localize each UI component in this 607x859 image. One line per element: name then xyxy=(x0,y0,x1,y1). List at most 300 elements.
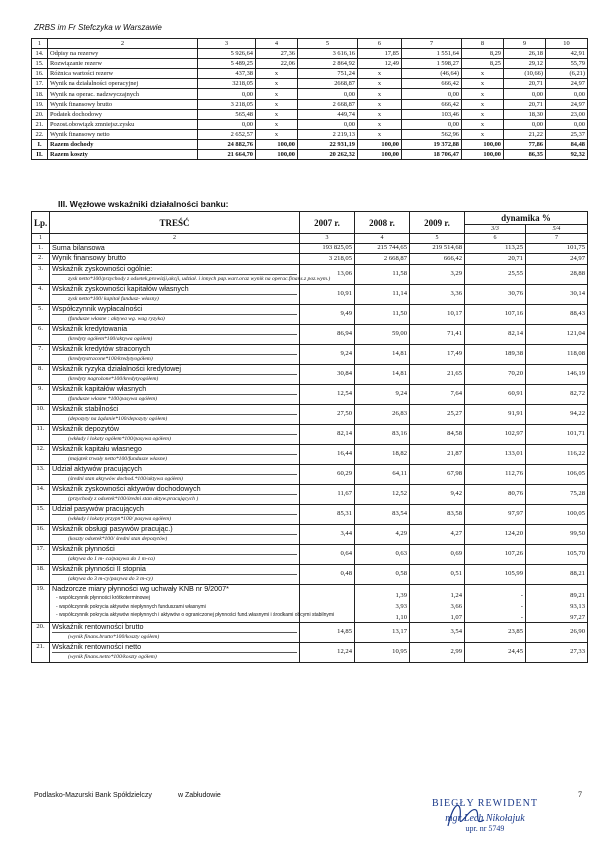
indicator-name: Wskaźnik zyskowności aktywów dochodowych xyxy=(52,483,201,493)
value-cell: 3,36 xyxy=(410,284,465,304)
indicator-name: Wskaźnik kredytowania xyxy=(52,323,128,333)
row-number: 5. xyxy=(32,304,50,324)
table-cell: 21. xyxy=(32,119,48,129)
value-cell: 27,33 xyxy=(526,642,588,662)
table-row xyxy=(32,39,588,49)
value-cell: 88,21 xyxy=(526,564,588,584)
table-cell: Wynik na operac. nadzwyczajnych xyxy=(48,89,198,99)
table-cell: 20. xyxy=(32,109,48,119)
row-number: 2. xyxy=(32,254,50,265)
table-cell: 20 262,32 xyxy=(298,150,358,160)
stamp-license: upr. nr 5749 xyxy=(465,824,505,833)
table-cell: 8,25 xyxy=(462,59,504,69)
table-cell: 27,36 xyxy=(256,49,298,59)
value-cell: 0,69 xyxy=(410,544,465,564)
value-cell: 9,24 xyxy=(300,344,355,364)
table-cell: II. xyxy=(32,150,48,160)
value-cell: 80,76 xyxy=(465,484,526,504)
value-cell: 18,82 xyxy=(355,444,410,464)
table-row xyxy=(32,344,588,364)
table-cell: 17. xyxy=(32,79,48,89)
value-cell: 83,58 xyxy=(410,504,465,524)
results-table xyxy=(31,38,588,160)
sub-value: 3,66 xyxy=(450,602,462,610)
indicators-table xyxy=(31,211,588,663)
table-cell: 1 551,64 xyxy=(402,49,462,59)
table-cell: Rozwiązanie rezerw xyxy=(48,59,198,69)
table-cell: 100,00 xyxy=(358,150,402,160)
value-cell: 82,14 xyxy=(300,424,355,444)
table-cell: 0,00 xyxy=(298,119,358,129)
row-number: 10. xyxy=(32,404,50,424)
table-cell: 22 931,19 xyxy=(298,139,358,149)
table-row xyxy=(32,264,588,284)
value-cell: 60,29 xyxy=(300,464,355,484)
value-cell xyxy=(410,584,465,622)
value-cell: 107,26 xyxy=(465,544,526,564)
sub-value: 1,39 xyxy=(395,591,407,599)
value-cell: 112,76 xyxy=(465,464,526,484)
value-cell xyxy=(465,584,526,622)
table-cell: x xyxy=(358,69,402,79)
value-cell: 102,97 xyxy=(465,424,526,444)
indicator-name: Wskaźnik zyskowności kapitałów własnych xyxy=(52,283,189,293)
section-title: III. Węzłowe wskaźniki działalności banku: xyxy=(58,199,229,209)
table-cell: 3218,05 xyxy=(198,79,256,89)
indicator-cell xyxy=(50,464,300,484)
value-cell: 64,11 xyxy=(355,464,410,484)
table-cell: 22. xyxy=(32,129,48,139)
table-cell: Wynik finansowy netto xyxy=(48,129,198,139)
value-cell: 9,42 xyxy=(410,484,465,504)
table-cell: 24 882,76 xyxy=(198,139,256,149)
value-cell: 146,19 xyxy=(526,364,588,384)
row-number: 15. xyxy=(32,504,50,524)
value-cell: 88,43 xyxy=(526,304,588,324)
value-cell: 70,20 xyxy=(465,364,526,384)
indicator-formula: (kredyty ogółem*100/aktywa ogółem) xyxy=(52,334,297,344)
value-cell: 666,42 xyxy=(410,254,465,265)
indicator-name: Wskaźnik depozytów xyxy=(52,423,120,433)
sub-value: - xyxy=(520,591,523,599)
table-cell: 666,42 xyxy=(402,79,462,89)
col-lp: Lp. xyxy=(32,212,50,234)
value-cell: 106,05 xyxy=(526,464,588,484)
table-cell: 2668,87 xyxy=(298,79,358,89)
value-cell: 82,14 xyxy=(465,324,526,344)
table-cell: 18. xyxy=(32,89,48,99)
table-row xyxy=(32,284,588,304)
table-cell: Różnica wartości rezerw xyxy=(48,69,198,79)
value-cell: 0,64 xyxy=(300,544,355,564)
table-cell: 751,24 xyxy=(298,69,358,79)
value-cell: 14,81 xyxy=(355,364,410,384)
col-dynamika: dynamika % xyxy=(465,212,588,225)
indicator-cell xyxy=(50,254,300,265)
column-number: 2 xyxy=(50,234,300,244)
sub-value: 97,27 xyxy=(570,613,586,621)
sub-value: - xyxy=(520,602,523,610)
table-row xyxy=(32,642,588,662)
value-cell: 12,52 xyxy=(355,484,410,504)
column-number: 7 xyxy=(402,39,462,49)
value-cell: 11,58 xyxy=(355,264,410,284)
table-row xyxy=(32,584,588,622)
value-cell: 25,27 xyxy=(410,404,465,424)
table-cell: I. xyxy=(32,139,48,149)
table-cell: 19 372,88 xyxy=(402,139,462,149)
table-cell: x xyxy=(256,89,298,99)
indicator-cell xyxy=(50,263,331,284)
total-row xyxy=(32,150,588,160)
value-cell: 107,16 xyxy=(465,304,526,324)
table-row xyxy=(32,243,588,254)
table-cell: 2 668,87 xyxy=(298,99,358,109)
table-cell: Odpisy na rezerwy xyxy=(48,49,198,59)
table-cell: Razem koszty xyxy=(48,150,198,160)
value-cell: 20,71 xyxy=(465,254,526,265)
indicator-name: Wskaźnik stabilności xyxy=(52,403,119,413)
table-cell: x xyxy=(256,109,298,119)
table-cell: x xyxy=(462,79,504,89)
indicator-formula: (średni stan aktywów dochod.*100/aktywa ogółem) xyxy=(52,474,297,484)
column-number: 5 xyxy=(410,234,465,244)
value-cell: 118,08 xyxy=(526,344,588,364)
table-cell: Pozost.obowiązk zmniejsz.zysku xyxy=(48,119,198,129)
table-cell: x xyxy=(256,119,298,129)
column-number: 10 xyxy=(546,39,588,49)
table-cell: 15. xyxy=(32,59,48,69)
table-cell: 0,00 xyxy=(402,119,462,129)
value-cell: 0,51 xyxy=(410,564,465,584)
value-cell: 0,63 xyxy=(355,544,410,564)
value-cell: 21,87 xyxy=(410,444,465,464)
table-row xyxy=(32,234,588,244)
table-cell: x xyxy=(358,119,402,129)
value-cell: 10,17 xyxy=(410,304,465,324)
value-cell: 13,17 xyxy=(355,622,410,642)
value-cell: 105,99 xyxy=(465,564,526,584)
table-row xyxy=(32,109,588,119)
indicator-name: Wynik finansowy brutto xyxy=(52,253,126,262)
table-row xyxy=(32,544,588,564)
indicator-cell xyxy=(50,524,300,544)
column-number: 8 xyxy=(462,39,504,49)
table-cell: 100,00 xyxy=(462,139,504,149)
table-cell: 100,00 xyxy=(256,139,298,149)
table-row xyxy=(32,464,588,484)
indicator-name: Udział aktywów pracujących xyxy=(52,463,142,473)
sub-indicator: - współczynnik płynności krótkoterminowej xyxy=(56,595,150,601)
table-cell: 12,49 xyxy=(358,59,402,69)
row-number: 13. xyxy=(32,464,50,484)
table-cell: 20,71 xyxy=(504,99,546,109)
row-number: 1. xyxy=(32,243,50,254)
page-header: ZRBS im Fr Stefczyka w Warszawie xyxy=(34,23,162,32)
table-cell: 0,00 xyxy=(504,89,546,99)
value-cell: 12,24 xyxy=(300,642,355,662)
table-cell: x xyxy=(256,129,298,139)
indicator-cell xyxy=(50,364,300,384)
table-row xyxy=(32,364,588,384)
table-row xyxy=(32,49,588,59)
column-number: 9 xyxy=(504,39,546,49)
indicator-cell xyxy=(50,583,335,622)
value-cell: 189,38 xyxy=(465,344,526,364)
value-cell: 3,44 xyxy=(300,524,355,544)
value-cell: 99,50 xyxy=(526,524,588,544)
indicator-cell xyxy=(50,304,300,324)
stamp-name: mgr Lech Nikołajuk xyxy=(445,813,525,824)
value-cell: 101,71 xyxy=(526,424,588,444)
indicator-name: Udział pasywów pracujących xyxy=(52,503,144,513)
table-cell: 20,71 xyxy=(504,79,546,89)
value-cell: 3,54 xyxy=(410,622,465,642)
table-cell: 18,30 xyxy=(504,109,546,119)
indicator-cell xyxy=(50,424,300,444)
table-cell: 5 926,64 xyxy=(198,49,256,59)
row-number: 12. xyxy=(32,444,50,464)
page-number: 7 xyxy=(578,790,582,799)
value-cell xyxy=(526,584,588,622)
value-cell: 82,72 xyxy=(526,384,588,404)
row-number: 18. xyxy=(32,564,50,584)
table-cell: 103,46 xyxy=(402,109,462,119)
table-cell: x xyxy=(462,119,504,129)
value-cell: 3 218,05 xyxy=(300,254,355,265)
indicator-formula: (fundusze własne : aktywa wg. wag ryzyka) xyxy=(52,314,297,324)
col-2009: 2009 r. xyxy=(410,212,465,234)
indicator-formula: (wynik finans.brutto*100/koszty ogółem) xyxy=(52,632,297,642)
column-number: 5 xyxy=(298,39,358,49)
indicator-formula: (kredytystracone*100/kredytyogółem) xyxy=(52,354,297,364)
column-number: 3 xyxy=(300,234,355,244)
column-number: 3 xyxy=(198,39,256,49)
stamp-title: BIEGŁY REWIDENT xyxy=(432,798,538,809)
sub-indicator: - współczynnik pokrycia aktywów niepłynnych funduszami własnymi xyxy=(56,603,206,610)
indicator-cell xyxy=(50,444,300,464)
value-cell: 7,64 xyxy=(410,384,465,404)
value-cell: 0,48 xyxy=(300,564,355,584)
row-number: 6. xyxy=(32,324,50,344)
indicator-name: Wskaźnik kapitału własnego xyxy=(52,443,142,453)
value-cell: 11,14 xyxy=(355,284,410,304)
table-row xyxy=(32,89,588,99)
value-cell: 3,29 xyxy=(410,264,465,284)
value-cell: 94,22 xyxy=(526,404,588,424)
indicator-formula: (wkłady i lokaty przypn*100/ pasywa ogółem) xyxy=(52,514,297,524)
sub-indicator: - współczynnik pokrycia aktywów niepłynnych i aktywów o ograniczonej płynności fund.własnymi i środkami obcymi stabilnymi xyxy=(56,612,335,618)
table-cell: x xyxy=(462,69,504,79)
table-cell: 0,00 xyxy=(198,119,256,129)
value-cell: 83,16 xyxy=(355,424,410,444)
col-dyn-54: 5/4 xyxy=(526,225,588,234)
value-cell: 27,50 xyxy=(300,404,355,424)
table-cell: 22,06 xyxy=(256,59,298,69)
indicator-formula: (depozyty na żądanie*100/depozyty ogółem) xyxy=(52,414,297,424)
table-cell: 0,00 xyxy=(402,89,462,99)
indicator-cell xyxy=(50,324,300,344)
value-cell: 10,95 xyxy=(355,642,410,662)
table-cell: 55,79 xyxy=(546,59,588,69)
value-cell: 91,91 xyxy=(465,404,526,424)
column-number: 4 xyxy=(355,234,410,244)
indicator-formula: zysk netto*100/ kapitał fundusz- własny) xyxy=(52,294,297,304)
table-cell: 24,97 xyxy=(546,79,588,89)
indicator-formula: (majątek trwały netto*100/fundusze własne) xyxy=(52,454,297,464)
column-number: 7 xyxy=(526,234,588,244)
value-cell: 97,97 xyxy=(465,504,526,524)
table-row xyxy=(32,119,588,129)
value-cell: 10,91 xyxy=(300,284,355,304)
table-cell: 17,85 xyxy=(358,49,402,59)
value-cell: 116,22 xyxy=(526,444,588,464)
value-cell: 30,76 xyxy=(465,284,526,304)
table-cell: 0,00 xyxy=(504,119,546,129)
sub-value: - xyxy=(520,613,523,621)
value-cell: 60,91 xyxy=(465,384,526,404)
value-cell: 133,01 xyxy=(465,444,526,464)
sub-value: 1,10 xyxy=(395,613,407,621)
row-number: 19. xyxy=(32,584,50,622)
value-cell: 215 744,65 xyxy=(355,243,410,254)
indicator-name: Wskaźnik rentowności brutto xyxy=(52,621,144,631)
table-cell: 0,00 xyxy=(546,89,588,99)
value-cell: 101,75 xyxy=(526,243,588,254)
row-number: 17. xyxy=(32,544,50,564)
value-cell: 4,29 xyxy=(355,524,410,544)
table-row xyxy=(32,484,588,504)
row-number: 16. xyxy=(32,524,50,544)
indicator-name: Wskaźnik kapitałów własnych xyxy=(52,383,147,393)
table-cell: x xyxy=(256,99,298,109)
value-cell: 13,06 xyxy=(300,264,355,284)
table-cell: 92,32 xyxy=(546,150,588,160)
total-row xyxy=(32,139,588,149)
indicator-cell xyxy=(50,622,300,642)
row-number: 14. xyxy=(32,484,50,504)
table-cell: Podatek dochodowy xyxy=(48,109,198,119)
table-cell: 100,00 xyxy=(358,139,402,149)
value-cell: 83,54 xyxy=(355,504,410,524)
table-row xyxy=(32,69,588,79)
indicator-formula: (koszty odsetek*100/ średni stan depozytów) xyxy=(52,534,297,544)
table-cell: 26,18 xyxy=(504,49,546,59)
table-cell: 24,97 xyxy=(546,99,588,109)
table-cell: 562,96 xyxy=(402,129,462,139)
col-tresc: TREŚĆ xyxy=(50,212,300,234)
table-cell: Wynik finansowy brutto xyxy=(48,99,198,109)
indicator-cell xyxy=(50,564,300,584)
value-cell: 26,83 xyxy=(355,404,410,424)
row-number: 11. xyxy=(32,424,50,444)
table-row xyxy=(32,524,588,544)
row-number: 4. xyxy=(32,284,50,304)
column-number: 1 xyxy=(32,234,50,244)
table-cell: 3 218,05 xyxy=(198,99,256,109)
value-cell: 11,67 xyxy=(300,484,355,504)
table-cell: x xyxy=(358,89,402,99)
sub-value: 89,21 xyxy=(570,591,586,599)
indicator-cell xyxy=(50,384,300,404)
table-cell: Wynik na działalności operacyjnej xyxy=(48,79,198,89)
row-number: 3. xyxy=(32,264,50,284)
row-number: 20. xyxy=(32,622,50,642)
table-cell: 21 664,70 xyxy=(198,150,256,160)
footer-place: w Zabłudowie xyxy=(178,792,221,799)
value-cell: 30,14 xyxy=(526,284,588,304)
value-cell: 21,65 xyxy=(410,364,465,384)
table-cell: x xyxy=(358,99,402,109)
value-cell: 11,50 xyxy=(355,304,410,324)
value-cell: 75,28 xyxy=(526,484,588,504)
table-row xyxy=(32,622,588,642)
table-cell: 2 864,92 xyxy=(298,59,358,69)
sub-value: 3,93 xyxy=(395,602,407,610)
table-row xyxy=(32,59,588,69)
value-cell: 84,58 xyxy=(410,424,465,444)
indicator-name: Wskaźnik zyskowności ogólnie: xyxy=(52,263,153,273)
column-number: 2 xyxy=(48,39,198,49)
value-cell: 86,94 xyxy=(300,324,355,344)
table-cell: 449,74 xyxy=(298,109,358,119)
table-cell: 8,29 xyxy=(462,49,504,59)
indicator-formula: (aktywa do 3 m-cy/pasywa do 3 m-cy) xyxy=(52,574,297,584)
table-cell: 0,00 xyxy=(546,119,588,129)
table-cell: (46,64) xyxy=(402,69,462,79)
value-cell: 4,27 xyxy=(410,524,465,544)
indicator-cell xyxy=(50,504,300,524)
value-cell: 24,97 xyxy=(526,254,588,265)
table-cell: 100,00 xyxy=(256,150,298,160)
indicator-cell xyxy=(50,544,300,564)
value-cell: 67,98 xyxy=(410,464,465,484)
table-row xyxy=(32,254,588,265)
table-cell: Razem dochody xyxy=(48,139,198,149)
value-cell: 14,81 xyxy=(355,344,410,364)
sub-value: 93,13 xyxy=(570,602,586,610)
value-cell: 124,20 xyxy=(465,524,526,544)
indicator-cell xyxy=(50,243,300,254)
auditor-stamp xyxy=(420,798,550,833)
column-number: 6 xyxy=(465,234,526,244)
sub-value: 1,24 xyxy=(450,591,462,599)
value-cell: 2,99 xyxy=(410,642,465,662)
table-cell: 2 652,57 xyxy=(198,129,256,139)
table-cell: 16. xyxy=(32,69,48,79)
value-cell: 23,85 xyxy=(465,622,526,642)
value-cell: 25,55 xyxy=(465,264,526,284)
indicator-name: Nadzorcze miary płynności wg uchwały KNB nr 9/2007* xyxy=(52,583,229,593)
value-cell: 9,24 xyxy=(355,384,410,404)
indicator-formula: (przychody z odsetek*100/średni stan aktyw.pracujących ) xyxy=(52,494,297,504)
table-cell: 21,22 xyxy=(504,129,546,139)
table-cell: x xyxy=(462,109,504,119)
value-cell: 113,25 xyxy=(465,243,526,254)
column-number: 6 xyxy=(358,39,402,49)
table-cell: x xyxy=(358,129,402,139)
footer-bank: Podlasko-Mazurski Bank Spółdzielczy xyxy=(34,792,152,799)
table-cell: 84,48 xyxy=(546,139,588,149)
table-row xyxy=(32,324,588,344)
indicator-name: Wskaźnik płynności xyxy=(52,543,115,553)
table-row xyxy=(32,444,588,464)
table-cell: (10,66) xyxy=(504,69,546,79)
value-cell: 12,54 xyxy=(300,384,355,404)
value-cell: 17,49 xyxy=(410,344,465,364)
indicator-formula: (fundusze własne *100/pasywa ogółem) xyxy=(52,394,297,404)
table-cell: 77,86 xyxy=(504,139,546,149)
